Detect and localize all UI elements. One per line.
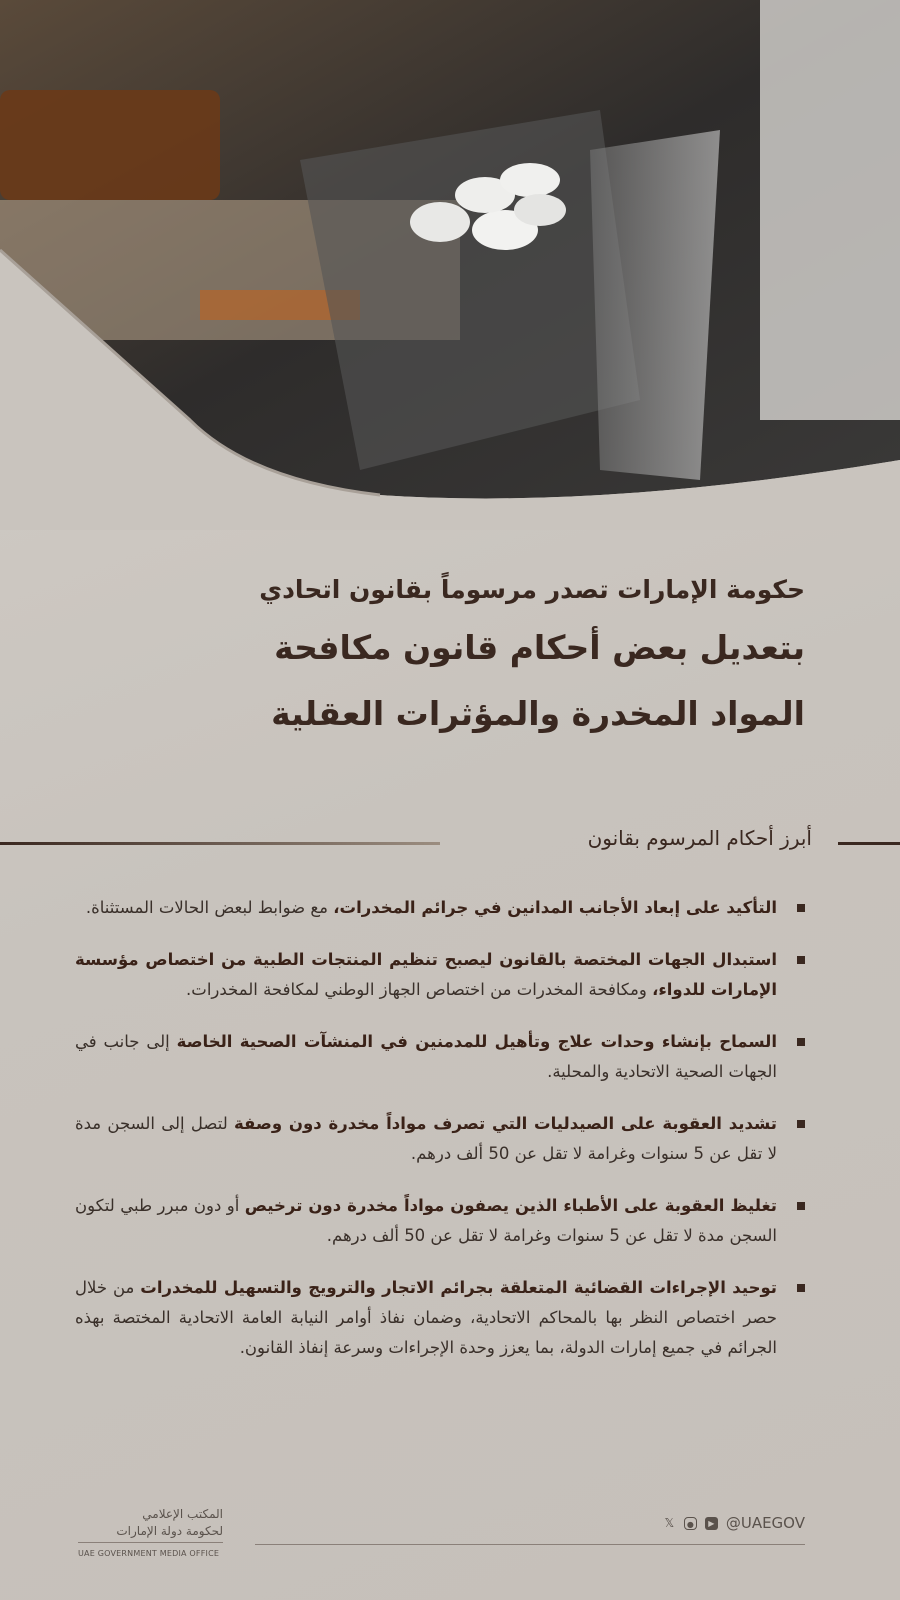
logo-line1: المكتب الإعلامي (142, 1507, 223, 1521)
bullet-icon (797, 956, 805, 964)
bullet-icon (797, 1120, 805, 1128)
list-item (75, 1191, 805, 1251)
social-links (663, 1514, 805, 1532)
youtube-icon[interactable]: ▶ (705, 1517, 718, 1530)
item-text: من خلال حصر اختصاص النظر بها بالمحاكم الاتحادية، وضمان نفاذ أوامر النيابة العامة الاتحادية المختصة بهذه الجرائم في جميع إمارات الدولة، بما يعزز وحدة الإجراءات وسرعة إنفاذ القانون. (75, 1278, 777, 1357)
item-lead: تغليظ العقوبة على الأطباء الذين يصفون مواداً مخدرة دون ترخيص (244, 1196, 777, 1215)
item-text: ومكافحة المخدرات من اختصاص الجهاز الوطني لمكافحة المخدرات. (186, 980, 653, 999)
x-icon[interactable]: 𝕏 (664, 1515, 675, 1530)
bullet-icon (797, 1284, 805, 1292)
logo-line2: لحكومة دولة الإمارات (116, 1524, 223, 1538)
headline (105, 568, 805, 744)
item-lead: تشديد العقوبة على الصيدليات التي تصرف مواداً مخدرة دون وصفة (234, 1114, 777, 1133)
list-item (75, 1109, 805, 1169)
logo-english: UAE GOVERNMENT MEDIA OFFICE (78, 1542, 223, 1562)
list-item (75, 893, 805, 923)
section-heading: أبرز أحكام المرسوم بقانون (587, 826, 812, 850)
headline-line1: حكومة الإمارات تصدر مرسوماً بقانون اتحادي (259, 575, 805, 604)
item-text: أو دون مبرر طبي لتكون السجن مدة لا تقل عن 5 سنوات وغرامة لا تقل عن 50 ألف درهم. (75, 1196, 777, 1245)
headline-line3: المواد المخدرة والمؤثرات العقلية (271, 694, 805, 733)
item-lead: استبدال الجهات المختصة بالقانون ليصبح تنظيم المنتجات الطبية من اختصاص مؤسسة الإمارات للدواء، (75, 950, 777, 999)
item-lead: السماح بإنشاء وحدات علاج وتأهيل للمدمنين في المنشآت الصحية الخاصة (176, 1032, 777, 1051)
item-text: إلى جانب في الجهات الصحية الاتحادية والمحلية. (75, 1032, 777, 1081)
hero-photo-drugs (0, 0, 900, 530)
instagram-icon[interactable]: ● (684, 1517, 697, 1530)
item-lead: التأكيد على إبعاد الأجانب المدانين في جرائم المخدرات، (333, 898, 777, 917)
divider-right (838, 842, 900, 845)
item-text: لتصل إلى السجن مدة لا تقل عن 5 سنوات وغرامة لا تقل عن 50 ألف درهم. (75, 1114, 777, 1163)
headline-line2: بتعديل بعض أحكام قانون مكافحة (274, 628, 805, 667)
bullet-icon (797, 1038, 805, 1046)
bullet-icon (797, 904, 805, 912)
list-item (75, 1027, 805, 1087)
divider-left (0, 842, 440, 845)
item-lead: توحيد الإجراءات القضائية المتعلقة بجرائم الاتجار والترويج والتسهيل للمخدرات (140, 1278, 778, 1297)
media-office-logo (78, 1506, 223, 1562)
list-item (75, 945, 805, 1005)
item-text: مع ضوابط لبعض الحالات المستثناة. (85, 898, 334, 917)
section-header (0, 820, 900, 850)
footer (0, 1500, 900, 1560)
bullet-icon (797, 1202, 805, 1210)
footer-divider (255, 1544, 805, 1545)
list-item (75, 1273, 805, 1363)
provisions-list (75, 893, 805, 1385)
social-handle[interactable]: @UAEGOV (725, 1514, 805, 1532)
